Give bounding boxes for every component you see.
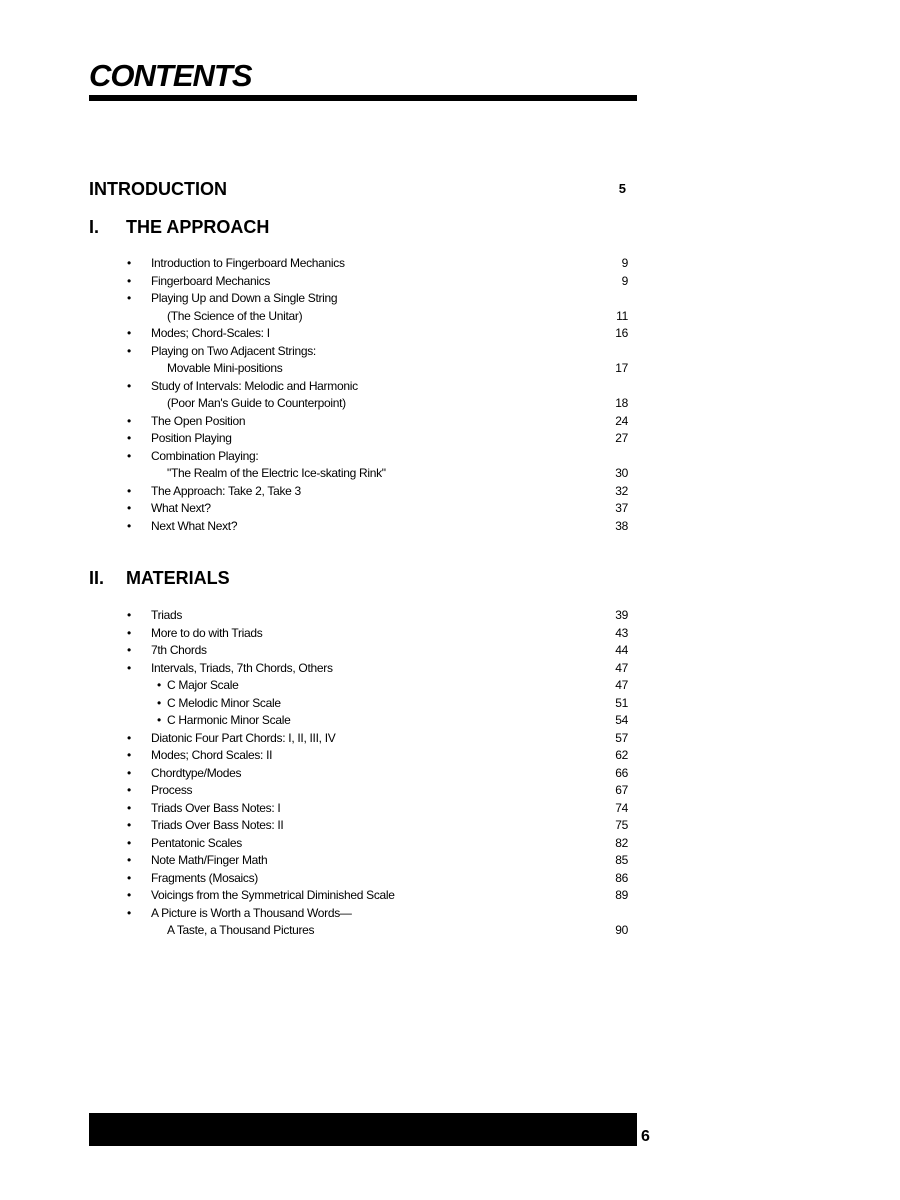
toc-page-number: 85 [615,853,628,867]
toc-page-number: 16 [615,326,628,340]
toc-page-number: 43 [615,625,628,640]
toc-entry-text: Next What Next? [151,518,238,533]
toc-entry-text: Movable Mini-positions [167,361,283,375]
toc-entry-continuation [127,360,628,378]
toc-page-number: 27 [615,431,628,445]
bullet-icon: • [127,326,131,340]
bullet-icon: • [127,448,131,463]
toc-entry-line [127,642,628,660]
bullet-icon: • [157,678,161,692]
toc-entry [127,518,628,536]
toc-entry-line [127,660,628,678]
toc-entry [127,378,628,413]
toc-entry-line [127,378,628,396]
bullet-icon: • [127,273,131,288]
toc-page-number: 57 [615,730,628,745]
toc-page-number: 67 [615,783,628,797]
toc-list-approach [127,255,628,535]
section-label: MATERIALS [126,568,230,588]
toc-entry-text: C Melodic Minor Scale [167,695,281,710]
toc-entry-line [127,712,628,730]
toc-entry [127,835,628,853]
toc-entry-text: The Open Position [151,413,246,428]
toc-entry-line [127,343,628,361]
toc-entry [127,887,628,905]
toc-entry [127,642,628,660]
toc-entry-text: Modes; Chord Scales: II [151,748,273,762]
toc-entry-line [127,273,628,291]
toc-entry-line [127,887,628,905]
toc-page-number: 90 [615,923,628,937]
toc-entry [127,782,628,800]
toc-entry-text: Note Math/Finger Math [151,853,268,867]
toc-page-number: 54 [615,713,628,727]
section-number: I. [89,217,100,237]
toc-entry-text: What Next? [151,501,211,515]
bullet-icon: • [127,730,131,745]
bullet-icon: • [127,835,131,850]
bullet-icon: • [127,818,131,832]
bullet-icon: • [127,783,131,797]
toc-page-number: 24 [615,413,628,428]
toc-entry-text: Pentatonic Scales [151,835,242,850]
bullet-icon: • [127,518,131,533]
bullet-icon: • [127,625,131,640]
toc-entry-line [127,817,628,835]
toc-entry [127,607,628,625]
toc-entry-text: Introduction to Fingerboard Mechanics [151,256,345,270]
toc-entry [127,660,628,678]
intro-page-number: 5 [618,181,626,196]
toc-page-number: 17 [615,361,628,375]
bullet-icon: • [127,905,131,920]
toc-entry [127,677,628,695]
bullet-icon: • [127,483,131,498]
toc-page-number: 18 [615,396,628,410]
page-number: 6 [641,1128,650,1145]
toc-entry-text: C Harmonic Minor Scale [167,713,291,727]
footer-bar [89,1113,637,1146]
section-label: THE APPROACH [126,217,270,237]
toc-entry [127,905,628,940]
bullet-icon: • [127,888,131,902]
toc-entry-line [127,325,628,343]
bullet-icon: • [127,343,131,358]
bullet-icon: • [127,413,131,428]
toc-entry-text: Triads Over Bass Notes: II [151,818,284,832]
bullet-icon: • [127,256,131,270]
toc-entry-line [127,695,628,713]
toc-page-number: 30 [615,466,628,480]
toc-entry-continuation [127,395,628,413]
toc-entry [127,747,628,765]
toc-page-number: 86 [615,870,628,885]
bullet-icon: • [127,660,131,675]
toc-entry-line [127,413,628,431]
bullet-icon: • [127,853,131,867]
toc-entry-text: Modes; Chord-Scales: I [151,326,270,340]
section-number: II. [89,568,105,588]
toc-page-number: 89 [615,888,628,902]
toc-entry [127,500,628,518]
toc-page-number: 47 [615,660,628,675]
toc-entry-line [127,255,628,273]
bullet-icon: • [127,291,131,305]
toc-entry [127,255,628,273]
toc-entry [127,290,628,325]
toc-entry-text: Process [151,783,193,797]
section-heading-approach [89,217,269,238]
toc-entry-line [127,430,628,448]
bullet-icon: • [127,501,131,515]
intro-heading: INTRODUCTION [89,179,227,199]
toc-entry-text: Diatonic Four Part Chords: I, II, III, IV [151,730,336,745]
toc-entry [127,712,628,730]
toc-entry-text: A Picture is Worth a Thousand Words— [151,905,352,920]
toc-page-number: 38 [615,518,628,533]
toc-entry-text: More to do with Triads [151,625,263,640]
toc-entry [127,625,628,643]
toc-entry-line [127,782,628,800]
toc-entry-text: (The Science of the Unitar) [167,308,303,323]
toc-entry-continuation [127,308,628,326]
toc-entry-text: "The Realm of the Electric Ice-skating Rink" [167,466,386,480]
bullet-icon: • [127,643,131,657]
toc-entry-text: Playing Up and Down a Single String [151,291,338,305]
toc-entry [127,765,628,783]
toc-entry-continuation [127,922,628,940]
toc-entry-line [127,677,628,695]
toc-entry-line [127,870,628,888]
toc-page-number: 9 [621,273,628,288]
bullet-icon: • [127,748,131,762]
bullet-icon: • [127,378,131,393]
toc-entry-text: Fingerboard Mechanics [151,273,271,288]
toc-entry-text: Triads Over Bass Notes: I [151,800,281,815]
toc-entry-text: Chordtype/Modes [151,765,242,780]
toc-entry-text: A Taste, a Thousand Pictures [167,923,315,937]
toc-page-number: 47 [615,678,628,692]
toc-entry-text: Triads [151,608,183,622]
bullet-icon: • [157,695,161,710]
toc-entry [127,852,628,870]
toc-entry-text: Study of Intervals: Melodic and Harmonic [151,378,358,393]
toc-page-number: 75 [615,818,628,832]
toc-entry-line [127,483,628,501]
toc-entry-text: (Poor Man's Guide to Counterpoint) [167,396,346,410]
toc-entry [127,800,628,818]
toc-entry-line [127,852,628,870]
toc-entry-text: Fragments (Mosaics) [151,870,258,885]
toc-entry-line [127,905,628,923]
toc-page-number: 62 [615,748,628,762]
toc-entry-text: Playing on Two Adjacent Strings: [151,343,316,358]
toc-entry-continuation [127,465,628,483]
toc-page-number: 37 [615,501,628,515]
toc-entry-line [127,800,628,818]
toc-entry [127,273,628,291]
bullet-icon: • [127,431,131,445]
toc-entry-line [127,448,628,466]
toc-entry-text: Position Playing [151,431,232,445]
toc-entry [127,343,628,378]
toc-entry-line [127,765,628,783]
toc-page-number: 32 [615,483,628,498]
section-heading-materials [89,568,230,589]
toc-list-materials [127,607,628,940]
bullet-icon: • [127,870,131,885]
toc-entry [127,730,628,748]
toc-entry [127,695,628,713]
toc-page-number: 66 [615,765,628,780]
page-title: CONTENTS [89,58,252,93]
toc-entry [127,483,628,501]
toc-entry-line [127,500,628,518]
toc-entry-line [127,607,628,625]
toc-page-number: 74 [615,800,628,815]
toc-page-number: 9 [621,256,628,270]
toc-entry-line [127,835,628,853]
toc-entry [127,430,628,448]
bullet-icon: • [127,608,131,622]
toc-entry-text: Intervals, Triads, 7th Chords, Others [151,660,333,675]
bullet-icon: • [157,713,161,727]
toc-page-number: 39 [615,608,628,622]
toc-page-number: 11 [616,308,628,323]
toc-entry-line [127,290,628,308]
toc-entry [127,817,628,835]
toc-entry-text: C Major Scale [167,678,239,692]
toc-entry [127,448,628,483]
toc-entry [127,870,628,888]
toc-entry-text: 7th Chords [151,643,207,657]
toc-entry-line [127,747,628,765]
toc-entry-text: Combination Playing: [151,448,259,463]
bullet-icon: • [127,765,131,780]
toc-entry-line [127,625,628,643]
toc-entry-line [127,518,628,536]
toc-entry-text: The Approach: Take 2, Take 3 [151,483,301,498]
toc-entry-line [127,730,628,748]
toc-entry [127,413,628,431]
toc-page-number: 82 [615,835,628,850]
bullet-icon: • [127,800,131,815]
toc-entry-text: Voicings from the Symmetrical Diminished Scale [151,888,395,902]
title-rule [89,95,637,101]
toc-entry [127,325,628,343]
toc-page-number: 44 [615,643,628,657]
toc-page-number: 51 [615,695,628,710]
